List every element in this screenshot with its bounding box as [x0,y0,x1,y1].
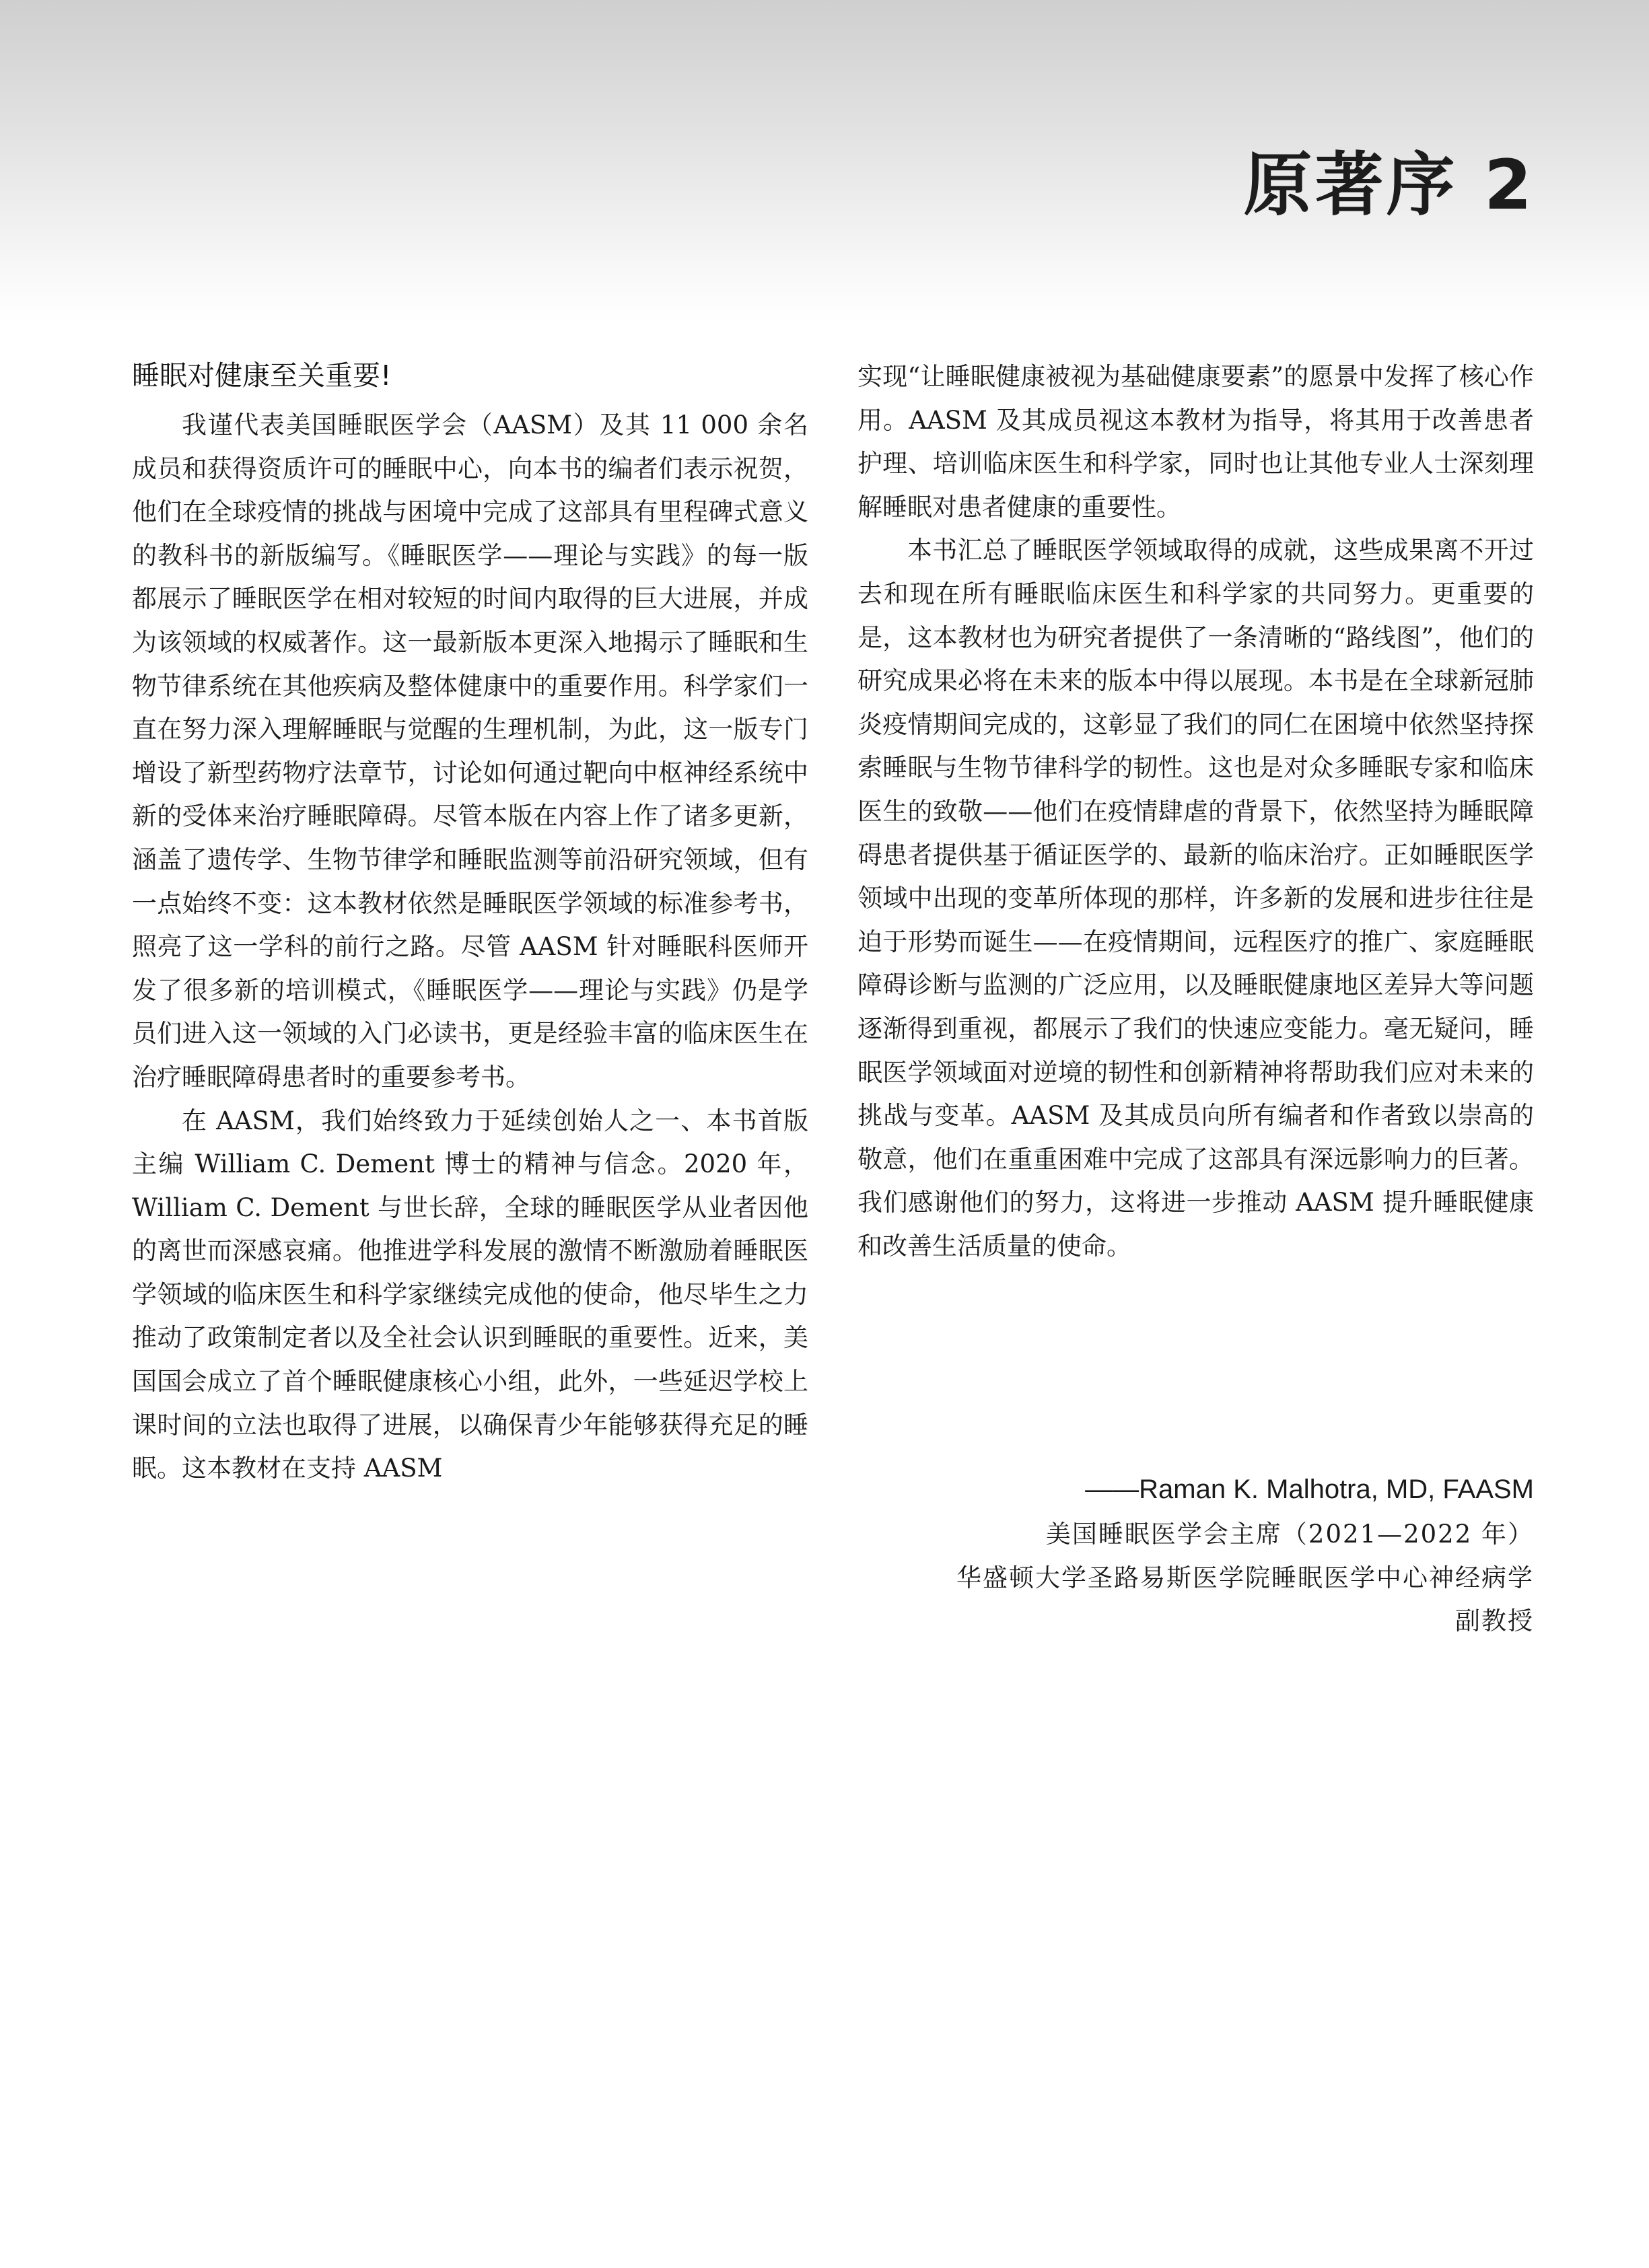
body-paragraph-2: 在 AASM，我们始终致力于延续创始人之一、本书首版主编 William C. Dement 博士的精神与信念。2020 年，William C. Dement 与世长辞，全球的睡眠医学从业者因他的离世而深感哀痛。他推进学科发展的激情不断激励着睡眠医学领域的临床医生和科学家继续完成他的使命，他尽毕生之力推动了政策制定者以及全社会认识到睡眠的重要性。近来，美国国会成立了首个睡眠健康核心小组，此外，一些延迟学校上课时间的立法也取得了进展，以确保青少年能够获得充足的睡眠。这本教材在支持 AASM [132,1106,808,1483]
signature-block [857,1466,1534,1643]
signature-title-3: 副教授 [1455,1606,1534,1636]
right-column [857,355,1534,1268]
body-paragraph-1: 我谨代表美国睡眠医学会（AASM）及其 11 000 余名成员和获得资质许可的睡眠中心，向本书的编者们表示祝贺，他们在全球疫情的挑战与困境中完成了这部具有里程碑式意义的教科书的新版编写。《睡眠医学——理论与实践》的每一版都展示了睡眠医学在相对较短的时间内取得的巨大进展，并成为该领域的权威著作。这一最新版本更深入地揭示了睡眠和生物节律系统在其他疾病及整体健康中的重要作用。科学家们一直在努力深入理解睡眠与觉醒的生理机制，为此，这一版专门增设了新型药物疗法章节，讨论如何通过靶向中枢神经系统中新的受体来治疗睡眠障碍。尽管本版在内容上作了诸多更新，涵盖了遗传学、生物节律学和睡眠监测等前沿研究领域，但有一点始终不变：这本教材依然是睡眠医学领域的标准参考书，照亮了这一学科的前行之路。尽管 AASM 针对睡眠科医师开发了很多新的培训模式，《睡眠医学——理论与实践》仍是学员们进入这一领域的入门必读书，更是经验丰富的临床医生在治疗睡眠障碍患者时的重要参考书。 [132,411,808,1092]
signature-title-2: 华盛顿大学圣路易斯医学院睡眠医学中心神经病学 [956,1563,1534,1592]
signature-title-1: 美国睡眠医学会主席（2021—2022 年） [1045,1520,1534,1549]
left-column [132,355,808,1491]
signature-name: ——Raman K. Malhotra, MD, FAASM [1085,1475,1534,1504]
body-paragraph-continuation: 实现“让睡眠健康被视为基础健康要素”的愿景中发挥了核心作用。AASM 及其成员视这本教材为指导，将其用于改善患者护理、培训临床医生和科学家，同时也让其他专业人士深刻理解睡眠对患者健康的重要性。 [857,362,1534,522]
page-title: 原著序 2 [1243,145,1535,225]
body-paragraph-3: 本书汇总了睡眠医学领域取得的成就，这些成果离不开过去和现在所有睡眠临床医生和科学家的共同努力。更重要的是，这本教材也为研究者提供了一条清晰的“路线图”，他们的研究成果必将在未来的版本中得以展现。本书是在全球新冠肺炎疫情期间完成的，这彰显了我们的同仁在困境中依然坚持探索睡眠与生物节律科学的韧性。这也是对众多睡眠专家和临床医生的致敬——他们在疫情肆虐的背景下，依然坚持为睡眠障碍患者提供基于循证医学的、最新的临床治疗。正如睡眠医学领域中出现的变革所体现的那样，许多新的发展和进步往往是迫于形势而诞生——在疫情期间，远程医疗的推广、家庭睡眠障碍诊断与监测的广泛应用，以及睡眠健康地区差异大等问题逐渐得到重视，都展示了我们的快速应变能力。毫无疑问，睡眠医学领域面对逆境的韧性和创新精神将帮助我们应对未来的挑战与变革。AASM 及其成员向所有编者和作者致以崇高的敬意，他们在重重困难中完成了这部具有深远影响力的巨著。我们感谢他们的努力，这将进一步推动 AASM 提升睡眠健康和改善生活质量的使命。 [857,536,1534,1261]
section-heading: 睡眠对健康至关重要! [132,359,392,392]
